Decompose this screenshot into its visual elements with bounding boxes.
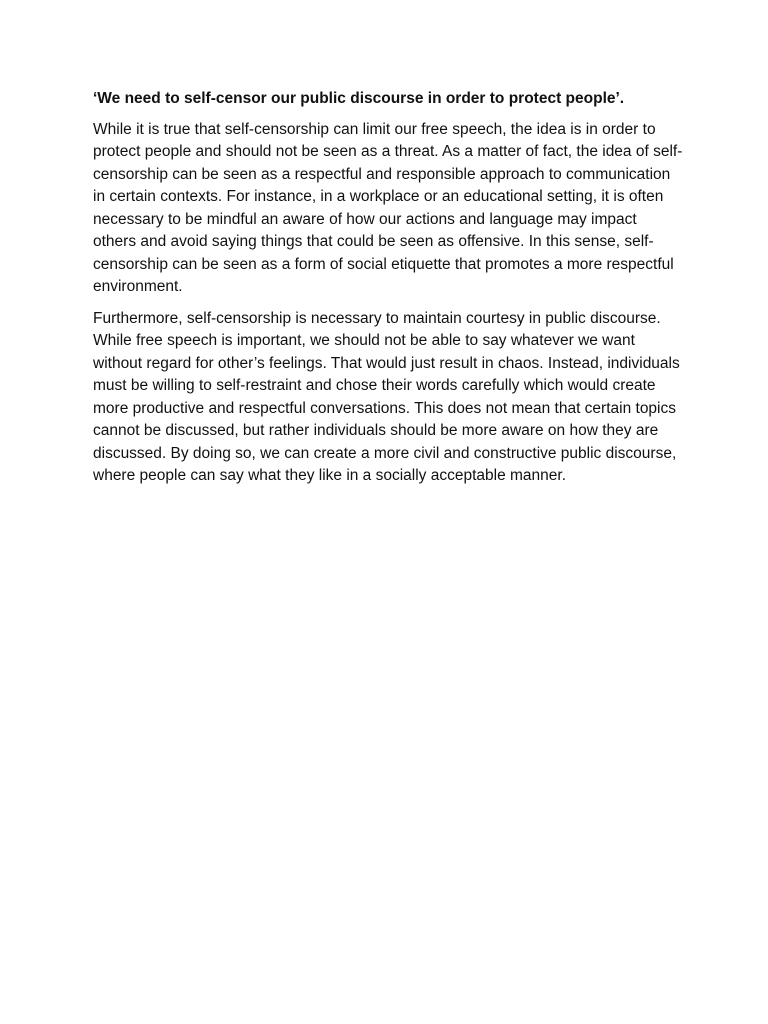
essay-title: ‘We need to self-censor our public discourse in order to protect people’. xyxy=(93,90,625,107)
document-body xyxy=(93,88,683,497)
paragraph-1: While it is true that self-censorship can limit our free speech, the idea is in order to protect people and should not be seen as a threat. As a matter of fact, the idea of self-censorship can be seen as a respectful and responsible approach to communication in certain contexts. For instance, in a workplace or an educational setting, it is often necessary to be mindful an aware of how our actions and language may impact others and avoid saying things that could be seen as offensive. In this sense, self-censorship can be seen as a form of social etiquette that promotes a more respectful environment. xyxy=(93,120,683,295)
paragraph-2: Furthermore, self-censorship is necessary to maintain courtesy in public discourse. While free speech is important, we should not be able to say whatever we want without regard for other’s feelings. That would just result in chaos. Instead, individuals must be willing to self-restraint and chose their words carefully which would create more productive and respectful conversations. This does not mean that certain topics cannot be discussed, but rather individuals should be more aware on how they are discussed. By doing so, we can create a more civil and constructive public discourse, where people can say what they like in a socially acceptable manner. xyxy=(93,309,680,484)
